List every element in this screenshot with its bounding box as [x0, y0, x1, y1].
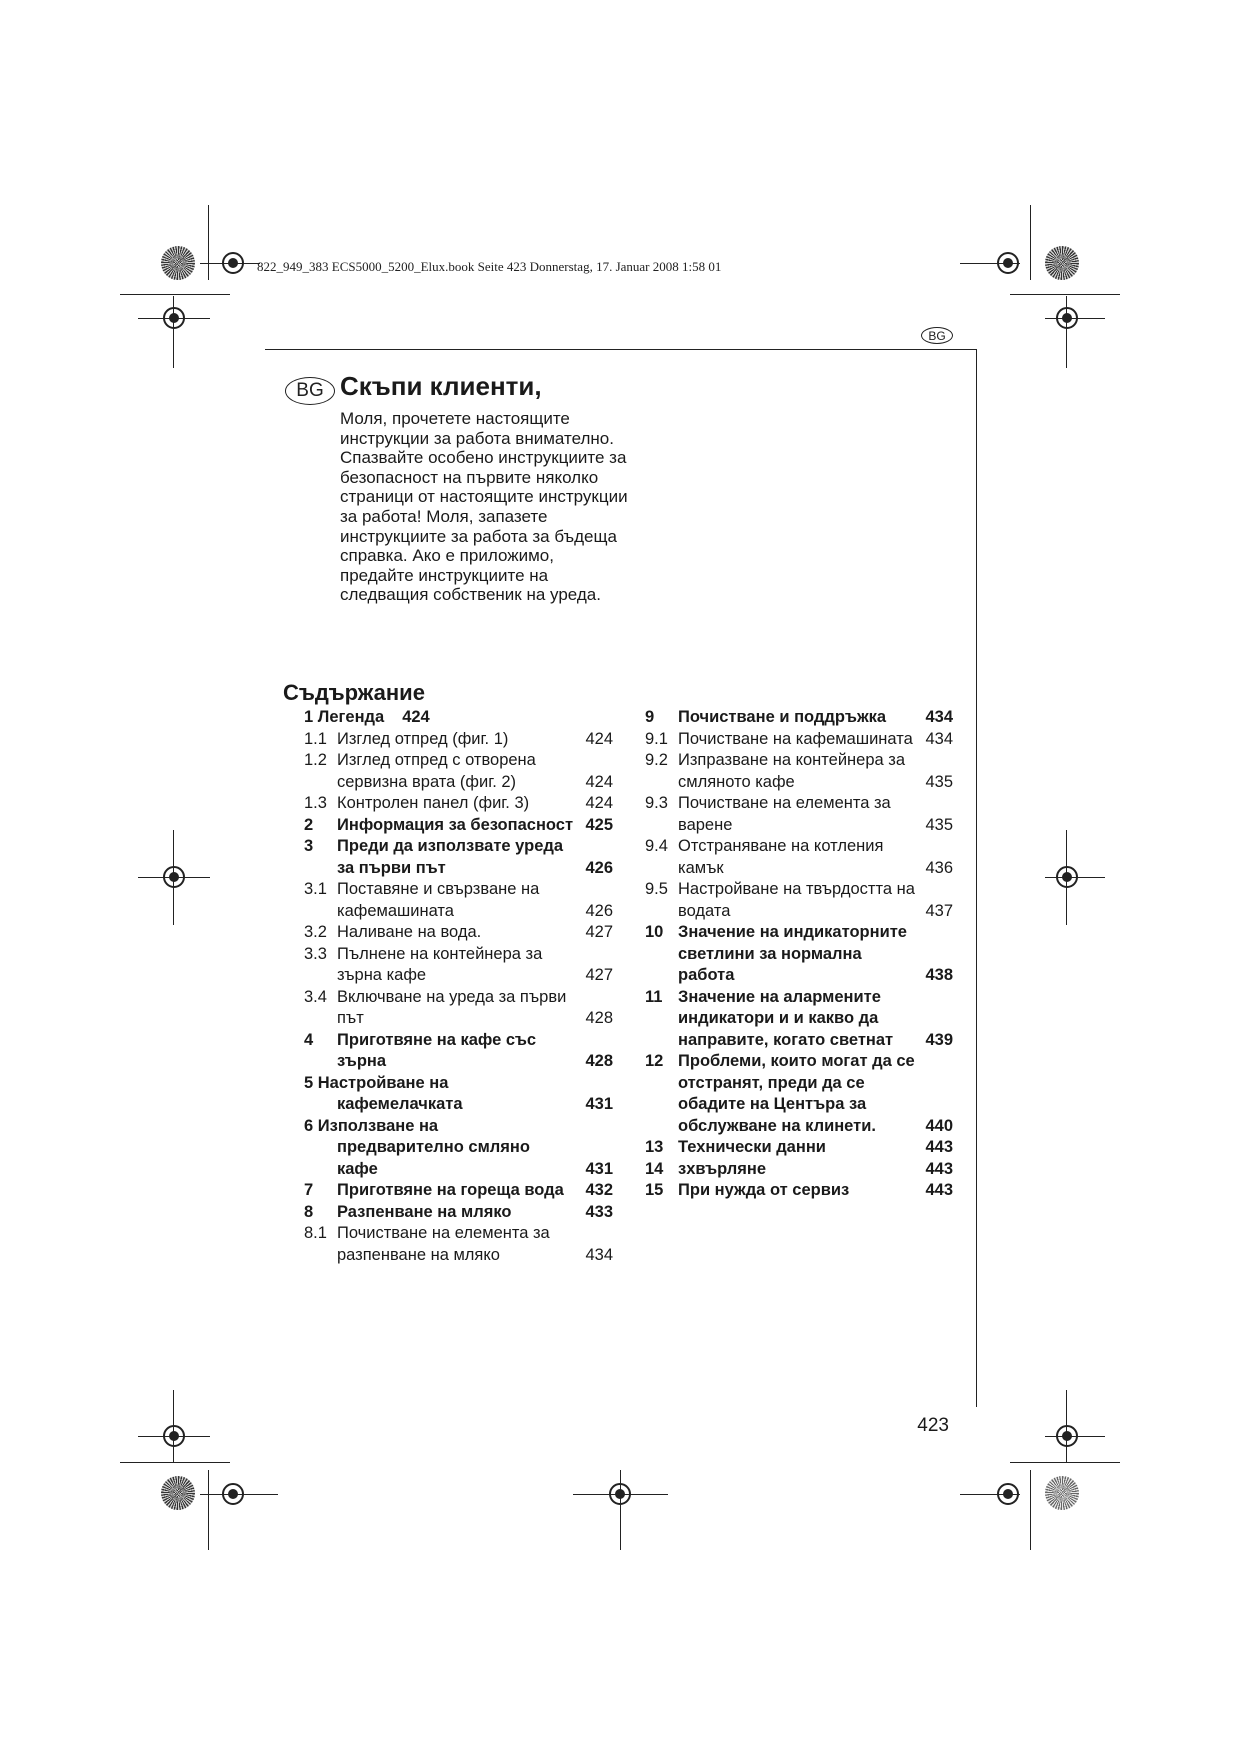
toc-entry-number: 14 — [645, 1159, 664, 1178]
toc-entry — [645, 729, 953, 751]
toc-entry-number: 3.4 — [304, 987, 327, 1006]
toc-entry-title: При нужда от сервиз — [678, 1181, 850, 1199]
color-bar-icon — [161, 1476, 195, 1510]
toc-entry — [645, 1137, 953, 1159]
toc-entry — [304, 1180, 613, 1202]
toc-entry-number: 1.3 — [304, 794, 327, 812]
print-header: 822_949_383 ECS5000_5200_Elux.book Seite 423 Donnerstag, 17. Januar 2008 1:58 01 — [257, 259, 722, 274]
registration-mark-icon — [222, 252, 244, 274]
toc-entry — [304, 793, 613, 815]
toc-entry-title: предварително смляно кафе — [337, 1138, 530, 1178]
toc-entry-number: 9.2 — [645, 751, 668, 769]
toc-entry-number: 5 Настройване на — [304, 1073, 449, 1092]
toc-entry-number: 9.1 — [645, 729, 668, 748]
toc-entry — [645, 750, 953, 793]
toc-entry-page: 435 — [925, 772, 953, 791]
toc-entry-page: 426 — [585, 858, 613, 877]
toc-entry-page: 433 — [585, 1202, 613, 1221]
toc-entry — [645, 1051, 953, 1137]
registration-mark-icon — [163, 307, 185, 329]
toc-entry — [645, 1159, 953, 1181]
toc-entry-title: Поставяне и свързване на кафемашината — [337, 880, 540, 920]
toc-entry-title: Настройване на твърдостта на водата — [678, 880, 915, 920]
toc-entry-number: 3.2 — [304, 923, 327, 941]
toc-entry-page: 437 — [925, 901, 953, 920]
toc-entry-page: 434 — [925, 708, 953, 726]
toc-entry-number: 3 — [304, 837, 314, 855]
toc-entry-page: 428 — [585, 1052, 613, 1070]
toc-entry-title: Значение на индикаторните светлини за нормална работа — [678, 923, 907, 984]
toc-entry-title: Разпенване на мляко — [337, 1202, 512, 1221]
registration-mark-icon — [997, 1483, 1019, 1505]
intro-paragraph: Спазвайте особено инструкциите за безопасност на първите няколко страници от настоящите инструкции за работа! Моля, запазете инструкциите за работа за бъдеща справка. Ако е приложимо, предайте инструкциите на следващия собственик на уреда. — [340, 448, 628, 605]
toc-entry-number: 3.3 — [304, 944, 327, 963]
toc-entry — [304, 922, 613, 944]
toc-entry-page: 426 — [585, 901, 613, 920]
registration-mark-icon — [163, 866, 185, 888]
page-title: Скъпи клиенти, — [340, 371, 542, 401]
toc-entry-title: зхвърляне — [678, 1159, 767, 1178]
toc-entry-title: Контролен панел (фиг. 3) — [337, 794, 530, 812]
toc-entry-title: Почистване и поддръжка — [678, 708, 887, 726]
toc-entry-page: 443 — [925, 1181, 953, 1199]
toc-entry-number: 8 — [304, 1202, 314, 1221]
registration-mark-icon — [1056, 866, 1078, 888]
toc-entry — [304, 729, 613, 751]
toc-entry-page: 428 — [585, 1009, 613, 1027]
toc-entry-title: Технически данни — [678, 1138, 826, 1156]
toc-entry-title: кафемелачката — [337, 1095, 463, 1113]
registration-mark-icon — [222, 1483, 244, 1505]
toc-right-column — [645, 707, 953, 1202]
toc-entry-number: 1.1 — [304, 729, 327, 748]
toc-entry-page: 424 — [585, 794, 613, 812]
toc-entry-number: 9.4 — [645, 837, 668, 855]
toc-entry-page: 435 — [925, 815, 953, 834]
toc-entry-title: Изпразване на контейнера за смляното кафе — [678, 751, 906, 791]
toc-entry-number: 15 — [645, 1181, 664, 1199]
toc-entry-number: 11 — [645, 987, 663, 1006]
toc-entry-page: 424 — [585, 772, 613, 791]
intro-paragraph: Моля, прочетете настоящите инструкции за работа внимателно. — [340, 409, 614, 448]
toc-entry-title: Приготвяне на кафе със зърна — [337, 1030, 537, 1070]
toc-entry-number: 7 — [304, 1181, 314, 1199]
toc-entry-page: 436 — [925, 858, 953, 877]
toc-entry-number: 9 — [645, 708, 655, 726]
page-top-rule — [265, 349, 977, 350]
toc-entry — [304, 1202, 613, 1224]
toc-entry — [645, 879, 953, 922]
toc-entry — [304, 1116, 613, 1181]
toc-entry-number: 6 Използване на — [304, 1116, 439, 1135]
toc-entry-page: 434 — [925, 729, 953, 748]
registration-mark-icon — [163, 1425, 185, 1447]
registration-mark-icon — [1056, 1425, 1078, 1447]
toc-entry-page: 438 — [925, 966, 953, 984]
toc-entry — [645, 1180, 953, 1202]
toc-entry-number: 8.1 — [304, 1224, 327, 1242]
toc-entry-title: Включване на уреда за първи път — [337, 987, 567, 1027]
toc-entry-number: 9.5 — [645, 880, 668, 898]
toc-entry-title: Почистване на елемента за варене — [678, 794, 891, 834]
toc-entry — [304, 879, 613, 922]
page-number: 423 — [917, 1415, 949, 1436]
toc-entry-page: 431 — [585, 1095, 613, 1113]
toc-entry — [645, 987, 953, 1052]
toc-entry-page: 443 — [925, 1138, 953, 1156]
toc-entry — [304, 1030, 613, 1073]
toc-entry-title: Наливане на вода. — [337, 923, 482, 941]
toc-entry — [304, 944, 613, 987]
toc-entry-title: Отстраняване на котления камък — [678, 837, 884, 877]
toc-entry — [304, 750, 613, 793]
registration-mark-icon — [609, 1483, 631, 1505]
toc-entry — [645, 793, 953, 836]
toc-entry — [645, 922, 953, 987]
toc-entry-title: Приготвяне на гореща вода — [337, 1181, 564, 1199]
toc-entry — [304, 836, 613, 879]
toc-entry-title: Информация за безопасност — [337, 815, 574, 834]
toc-entry-page: 432 — [585, 1181, 613, 1199]
toc-entry-page: 425 — [585, 815, 613, 834]
toc-heading: Съдържание — [283, 680, 425, 705]
toc-entry — [645, 836, 953, 879]
color-bar-icon — [161, 246, 195, 280]
toc-entry-number: 12 — [645, 1052, 664, 1070]
toc-entry-title: Пълнене на контейнера за зърна кафе — [337, 944, 543, 984]
toc-entry-number: 2 — [304, 815, 314, 834]
toc-entry-page: 431 — [585, 1159, 613, 1178]
toc-entry-page: 439 — [925, 1030, 953, 1049]
toc-entry-title: Почистване на елемента за разпенване на мляко — [337, 1224, 550, 1264]
toc-entry — [304, 987, 613, 1030]
toc-entry-number: 10 — [645, 923, 664, 941]
toc-entry — [304, 815, 613, 837]
toc-entry-page: 424 — [585, 729, 613, 748]
toc-entry-title: Проблеми, които могат да се отстранят, преди да се обадите на Центъра за обслужване на клинети. — [678, 1052, 915, 1135]
toc-entry-page: 424 — [402, 708, 430, 726]
toc-left-column — [304, 707, 613, 1266]
toc-entry — [304, 1073, 613, 1116]
toc-entry-title: 1 Легенда — [304, 708, 385, 726]
toc-entry — [645, 707, 953, 729]
toc-entry-title: Почистване на кафемашината — [678, 729, 913, 748]
language-badge: BG — [285, 377, 335, 405]
toc-entry-title: Значение на алармените индикатори и и какво да направите, когато светнат — [678, 987, 894, 1049]
toc-entry-page: 443 — [925, 1159, 953, 1178]
toc-entry-number: 1.2 — [304, 751, 327, 769]
toc-entry — [304, 1223, 613, 1266]
page-right-rule — [976, 349, 977, 1407]
color-bar-icon — [1045, 1476, 1079, 1510]
toc-entry-number: 9.3 — [645, 794, 668, 812]
toc-entry-number: 4 — [304, 1030, 314, 1049]
registration-mark-icon — [1056, 307, 1078, 329]
toc-entry-page: 440 — [925, 1116, 953, 1135]
toc-entry — [304, 707, 613, 729]
color-bar-icon — [1045, 246, 1079, 280]
toc-entry-number: 3.1 — [304, 880, 327, 898]
intro-text — [340, 409, 630, 605]
toc-entry-page: 427 — [585, 966, 613, 984]
toc-entry-number: 13 — [645, 1138, 664, 1156]
toc-entry-page: 427 — [585, 923, 613, 941]
language-badge-small: BG — [921, 327, 953, 344]
toc-entry-title: Преди да използвате уреда за първи път — [337, 837, 564, 877]
toc-entry-title: Изглед отпред с отворена сервизна врата (фиг. 2) — [337, 751, 536, 791]
toc-entry-page: 434 — [585, 1245, 613, 1264]
toc-entry-title: Изглед отпред (фиг. 1) — [337, 729, 509, 748]
registration-mark-icon — [997, 252, 1019, 274]
